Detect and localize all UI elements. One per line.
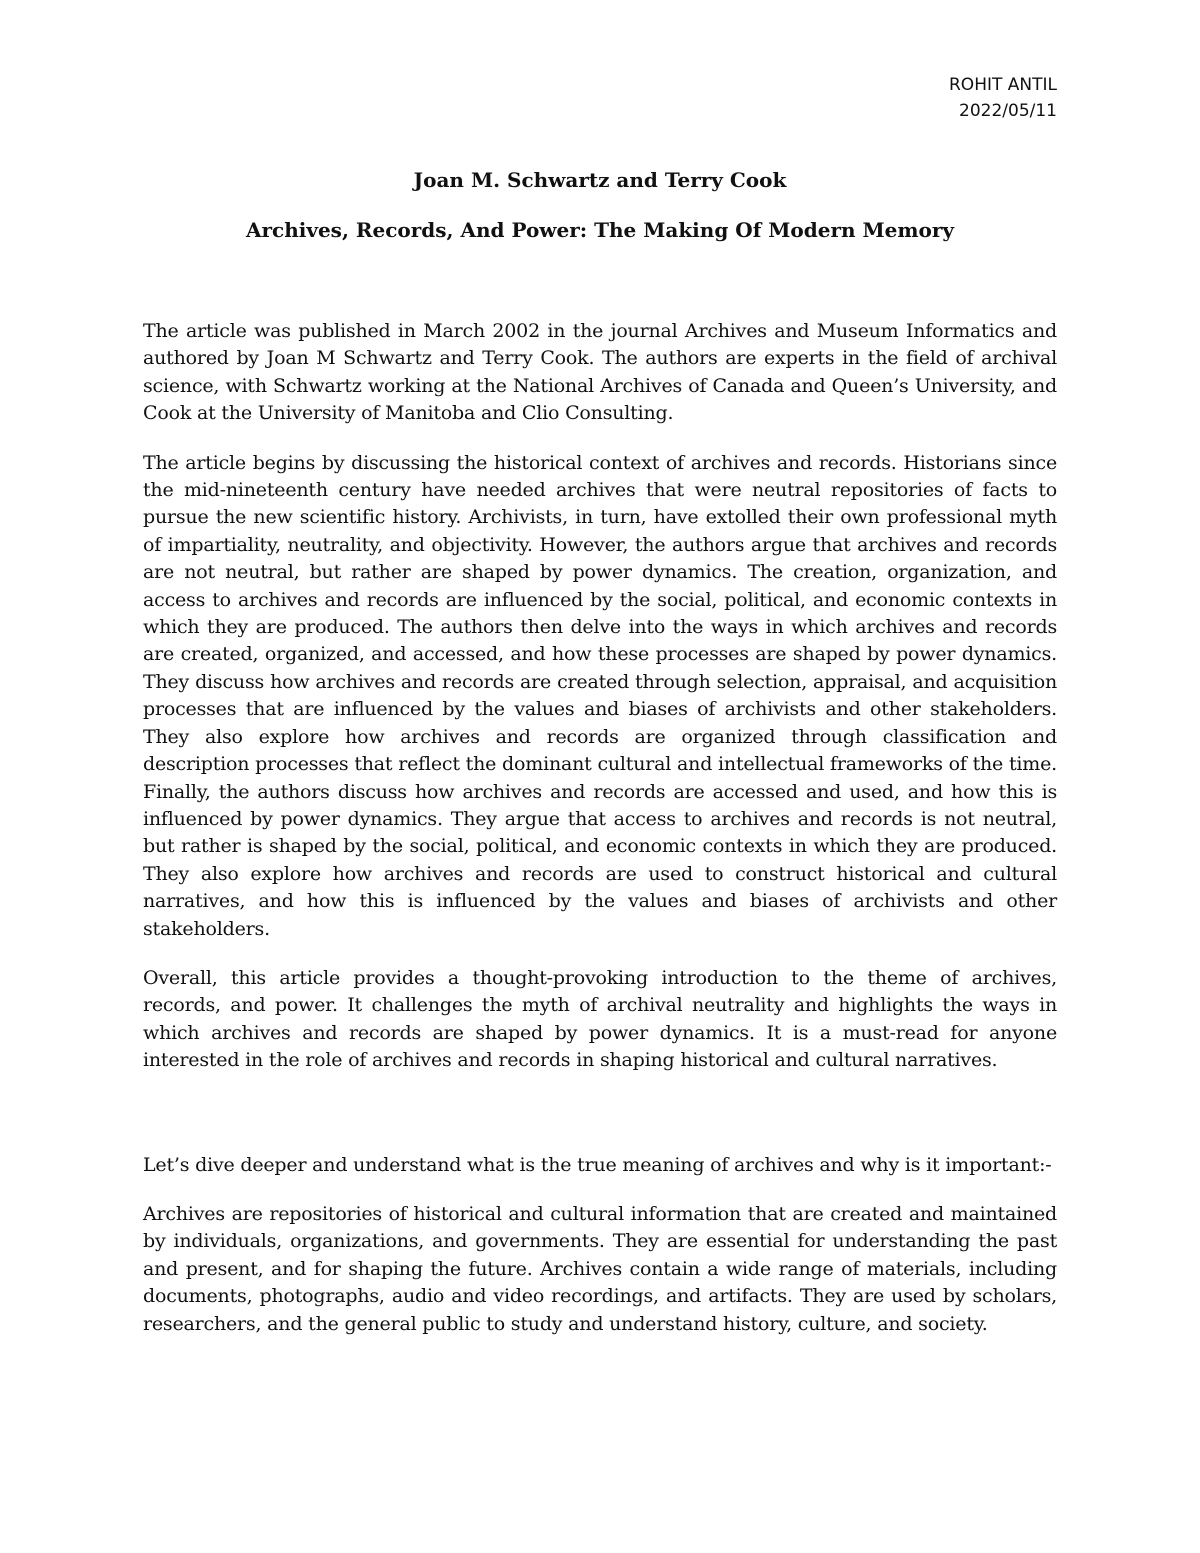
- document-header: [949, 72, 1057, 124]
- document-date: 2022/05/11: [959, 101, 1057, 121]
- paragraph-archives-definition: Archives are repositories of historical and cultural information that are created and maintained by individuals, organizations, and governments. They are essential for understanding the past and present, and for shaping the future. Archives contain a wide range of materials, including documents, photographs, audio and video recordings, and artifacts. They are used by scholars, researchers, and the general public to study and understand history, culture, and society.: [143, 1202, 1057, 1335]
- paragraph-historical-context: The article begins by discussing the historical context of archives and records. Historians since the mid-nineteenth century have needed archives that were neutral repositories of facts to pursue the new scientific history. Archivists, in turn, have extolled their own professional myth of impartiality, neutrality, and objectivity. However, the authors argue that archives and records are not neutral, but rather are shaped by power dynamics. The creation, organization, and access to archives and records are influenced by the social, political, and economic contexts in which they are produced. The authors then delve into the ways in which archives and records are created, organized, and accessed, and how these processes are shaped by power dynamics. They discuss how archives and records are created through selection, appraisal, and acquisition processes that are influenced by the values and biases of archivists and other stakeholders. They also explore how archives and records are organized through classification and description processes that reflect the dominant cultural and intellectual frameworks of the time. Finally, the authors discuss how archives and records are accessed and used, and how this is influenced by power dynamics. They argue that access to archives and records is not neutral, but rather is shaped by the social, political, and economic contexts in which they are produced. They also explore how archives and records are used to construct historical and cultural narratives, and how this is influenced by the values and biases of archivists and other stakeholders.: [143, 451, 1057, 940]
- document-body: [143, 318, 1057, 1338]
- title-work: Archives, Records, And Power: The Making Of Modern Memory: [245, 218, 955, 242]
- paragraph-publication: The article was published in March 2002 in the journal Archives and Museum Informatics and authored by Joan M Schwartz and Terry Cook. The authors are experts in the field of archival science, with Schwartz working at the National Archives of Canada and Queen’s University, and Cook at the University of Manitoba and Clio Consulting.: [143, 320, 1057, 425]
- paragraph-overall: Overall, this article provides a thought-provoking introduction to the theme of archives, records, and power. It challenges the myth of archival neutrality and highlights the ways in which archives and records are shaped by power dynamics. It is a must-read for anyone interested in the role of archives and records in shaping historical and cultural narratives.: [143, 966, 1057, 1072]
- paragraph-dive-deeper: Let’s dive deeper and understand what is the true meaning of archives and why is it important:-: [143, 1153, 1052, 1176]
- author-name: ROHIT ANTIL: [949, 75, 1057, 95]
- title-authors: Joan M. Schwartz and Terry Cook: [413, 168, 787, 192]
